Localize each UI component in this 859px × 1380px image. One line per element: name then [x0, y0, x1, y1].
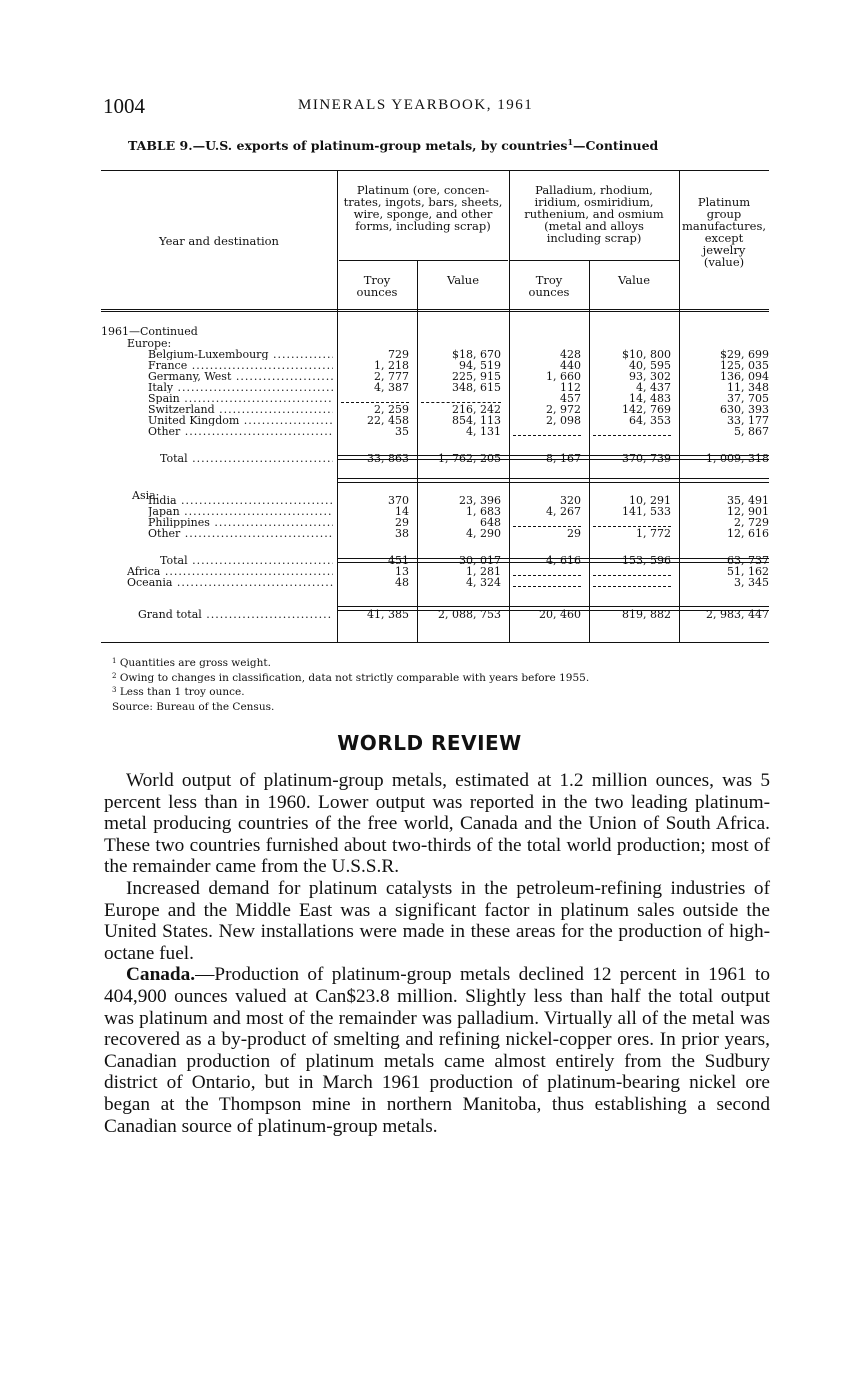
table-cell: 14 — [395, 505, 409, 518]
footnote-1 — [112, 655, 732, 670]
row-label: Other ..... — [148, 528, 333, 539]
table-cell: 370, 739 — [622, 452, 671, 465]
table-cell: 2, 729 — [734, 516, 769, 529]
row-label: India ..... — [148, 495, 333, 506]
table-cell: 729 — [388, 348, 409, 361]
table-cell: 1, 218 — [374, 359, 409, 372]
table-source: Source: Bureau of the Census. — [112, 700, 275, 713]
header-platinum: Platinum (ore, concen- trates, ingots, bars, sheets, wire, sponge, and other forms, including scrap) — [343, 183, 503, 233]
table-cell: 457 — [560, 392, 581, 405]
subheader-rule-palladium — [510, 260, 679, 261]
table-cell: 12, 616 — [727, 527, 769, 540]
row-label: Africa ..... — [127, 566, 333, 577]
table-cell: 30, 017 — [459, 554, 501, 567]
table-cell: 4, 616 — [546, 554, 581, 567]
row-label: Belgium-Luxembourg ..... — [148, 349, 333, 360]
table-title — [128, 137, 768, 153]
table-cell: 451 — [388, 554, 409, 567]
table-cell: 4, 290 — [466, 527, 501, 540]
running-title: MINERALS YEARBOOK, 1961 — [298, 97, 534, 113]
table-cell: 13 — [395, 565, 409, 578]
row-label: United Kingdom ..... — [148, 415, 333, 426]
paragraph-world-output: World output of platinum-group metals, estimated at 1.2 million ounces, was 5 percent less than in 1960. Lower output was reported in the two leading platinum-metal producing countries of the free world, Canada and the Union of South Africa. These two countries furnished about two-thirds of the total world production; most of the remainder came from the U.S.S.R. — [104, 770, 770, 878]
header-manufactures: Platinum group manufactures, except jewelry (value) — [681, 195, 766, 269]
table-cell: 64, 353 — [629, 414, 671, 427]
table-cell: 51, 162 — [727, 565, 769, 578]
header-bottom-rule — [101, 311, 769, 312]
row-label: Spain ..... — [148, 393, 333, 404]
table-cell: 630, 393 — [720, 403, 769, 416]
table-cell: 112 — [560, 381, 581, 394]
table-cell: 225, 915 — [452, 370, 501, 383]
table-cell: 2, 983, 447 — [706, 608, 769, 621]
empty-cell-dash — [593, 586, 671, 587]
table-cell: 2, 098 — [546, 414, 581, 427]
section-heading: WORLD REVIEW — [337, 731, 522, 755]
table-cell: 5, 867 — [734, 425, 769, 438]
body-text — [104, 770, 770, 1137]
table-cell: 153, 596 — [622, 554, 671, 567]
header-troy-ounces-1: Troy ounces — [356, 273, 398, 299]
header-bottom-rule-2 — [101, 309, 769, 310]
table-cell: 48 — [395, 576, 409, 589]
row-label: Oceania ..... — [127, 577, 333, 588]
table-cell: 40, 595 — [629, 359, 671, 372]
exports-table — [101, 168, 769, 642]
table-cell: 4, 437 — [636, 381, 671, 394]
table-cell: 12, 901 — [727, 505, 769, 518]
table-cell: 33, 863 — [367, 452, 409, 465]
table-cell: 23, 396 — [459, 494, 501, 507]
table-cell: 11, 348 — [727, 381, 769, 394]
row-label: France ..... — [148, 360, 333, 371]
row-label: Italy ..... — [148, 382, 333, 393]
empty-cell-dash — [593, 435, 671, 436]
row-label: Total ..... — [160, 453, 333, 464]
table-cell: 2, 972 — [546, 403, 581, 416]
row-label: Total ..... — [160, 555, 333, 566]
table-cell: 4, 131 — [466, 425, 501, 438]
table-title-suffix: —Continued — [573, 138, 659, 154]
table-cell: 22, 458 — [367, 414, 409, 427]
table-cell: 854, 113 — [452, 414, 501, 427]
table-cell: $29, 699 — [720, 348, 769, 361]
table-cell: 428 — [560, 348, 581, 361]
footnote-mark: 2 — [112, 671, 117, 680]
col-rule-4 — [589, 260, 590, 642]
row-label: Other ..... — [148, 426, 333, 437]
table-cell: 819, 882 — [622, 608, 671, 621]
paragraph-canada-text: —Production of platinum-group metals declined 12 percent in 1961 to 404,900 ounces valued at Can$23.8 million. Slightly less than half the total output was platinum and most of the remainder was palladium. Virtually all of the metal was recovered as a by-product of smelting and refining nickel-copper ores. In prior years, Canadian production of platinum metals came almost entirely from the Sudbury district of Ontario, but in March 1961 production of platinum-bearing nickel ore began at the Thompson mine in northern Manitoba, thus establishing a second Canadian source of platinum-group metals. — [104, 964, 770, 1137]
table-cell: 29 — [567, 527, 581, 540]
empty-cell-dash — [513, 575, 581, 576]
table-cell: 4, 387 — [374, 381, 409, 394]
subheader-rule-platinum — [339, 260, 508, 261]
page-header — [103, 94, 763, 118]
empty-cell-dash — [513, 586, 581, 587]
empty-cell-dash — [513, 435, 581, 436]
table-cell: 320 — [560, 494, 581, 507]
table-cell: 4, 267 — [546, 505, 581, 518]
footnote-mark: 3 — [112, 686, 117, 695]
table-cell: 136, 094 — [720, 370, 769, 383]
footnote-text: Quantities are gross weight. — [119, 657, 271, 669]
footnote-3 — [112, 684, 732, 699]
table-cell: 2, 088, 753 — [438, 608, 501, 621]
header-value-2: Value — [618, 273, 650, 287]
footnotes — [112, 655, 732, 713]
table-cell: 1, 683 — [466, 505, 501, 518]
table-cell: 141, 533 — [622, 505, 671, 518]
paragraph-demand: Increased demand for platinum catalysts in the petroleum-refining industries of Europe and the Middle East was a significant factor in platinum sales outside the United States. New installations were made in these areas for the production of high-octane fuel. — [104, 877, 770, 964]
table-cell: 41, 385 — [367, 608, 409, 621]
table-cell: 37, 705 — [727, 392, 769, 405]
table-cell: 14, 483 — [629, 392, 671, 405]
table-bottom-rule — [101, 642, 769, 643]
row-label: Philippines ..... — [148, 517, 333, 528]
table-cell: 648 — [480, 516, 501, 529]
table-title-footnote-mark: 1 — [567, 137, 574, 147]
table-cell: 1, 660 — [546, 370, 581, 383]
table-cell: 1, 762, 205 — [438, 452, 501, 465]
group-label-europe: Europe: — [127, 337, 172, 350]
footnote-text: Owing to changes in classification, data not strictly comparable with years before 1955. — [119, 671, 590, 684]
paragraph-canada-lead: Canada. — [126, 964, 196, 986]
page-number: 1004 — [103, 94, 145, 118]
paragraph-canada — [104, 964, 770, 1137]
col-rule-1 — [337, 171, 338, 642]
table-cell: 94, 519 — [459, 359, 501, 372]
table-cell: 10, 291 — [629, 494, 671, 507]
table-cell: 29 — [395, 516, 409, 529]
header-palladium: Palladium, rhodium, iridium, osmiridium, ruthenium, and osmium (metal and alloys including scrap) — [524, 183, 664, 245]
table-cell: 93, 302 — [629, 370, 671, 383]
header-troy-ounces-2: Troy ounces — [528, 273, 570, 299]
table-cell: 142, 769 — [622, 403, 671, 416]
table-cell: 38 — [395, 527, 409, 540]
row-label: Switzerland ..... — [148, 404, 333, 415]
table-cell: 20, 460 — [539, 608, 581, 621]
header-year-destination: Year and destination — [159, 234, 279, 248]
col-rule-2 — [417, 260, 418, 642]
header-value-1: Value — [447, 273, 479, 287]
group-label-asia: Asia: — [132, 489, 160, 502]
table-cell: 1, 281 — [466, 565, 501, 578]
table-cell: 33, 177 — [727, 414, 769, 427]
row-label: Grand total ..... — [138, 609, 333, 620]
table-title-text: TABLE 9.—U.S. exports of platinum-group metals, by countries — [128, 138, 568, 154]
table-cell: 1, 772 — [636, 527, 671, 540]
table-cell: 3, 345 — [734, 576, 769, 589]
table-cell: 440 — [560, 359, 581, 372]
row-label: Japan ..... — [148, 506, 333, 517]
table-cell: 63, 737 — [727, 554, 769, 567]
table-cell: 35, 491 — [727, 494, 769, 507]
table-cell: 8, 167 — [546, 452, 581, 465]
table-cell: $18, 670 — [452, 348, 501, 361]
table-cell: 216, 242 — [452, 403, 501, 416]
footnote-2 — [112, 670, 732, 685]
table-cell: 2, 259 — [374, 403, 409, 416]
year-label: 1961—Continued — [101, 325, 198, 338]
footnote-mark: 1 — [112, 657, 117, 665]
europe-total-rule-lower — [337, 478, 769, 483]
table-cell: 2, 777 — [374, 370, 409, 383]
footnote-text: Less than 1 troy ounce. — [119, 686, 245, 699]
table-cell: $10, 800 — [622, 348, 671, 361]
table-cell: 348, 615 — [452, 381, 501, 394]
row-label: Germany, West ..... — [148, 371, 333, 382]
empty-cell-dash — [593, 575, 671, 576]
table-cell: 370 — [388, 494, 409, 507]
table-cell: 35 — [395, 425, 409, 438]
table-cell: 125, 035 — [720, 359, 769, 372]
table-cell: 1, 009, 318 — [706, 452, 769, 465]
table-cell: 4, 324 — [466, 576, 501, 589]
table-top-rule — [101, 170, 769, 171]
